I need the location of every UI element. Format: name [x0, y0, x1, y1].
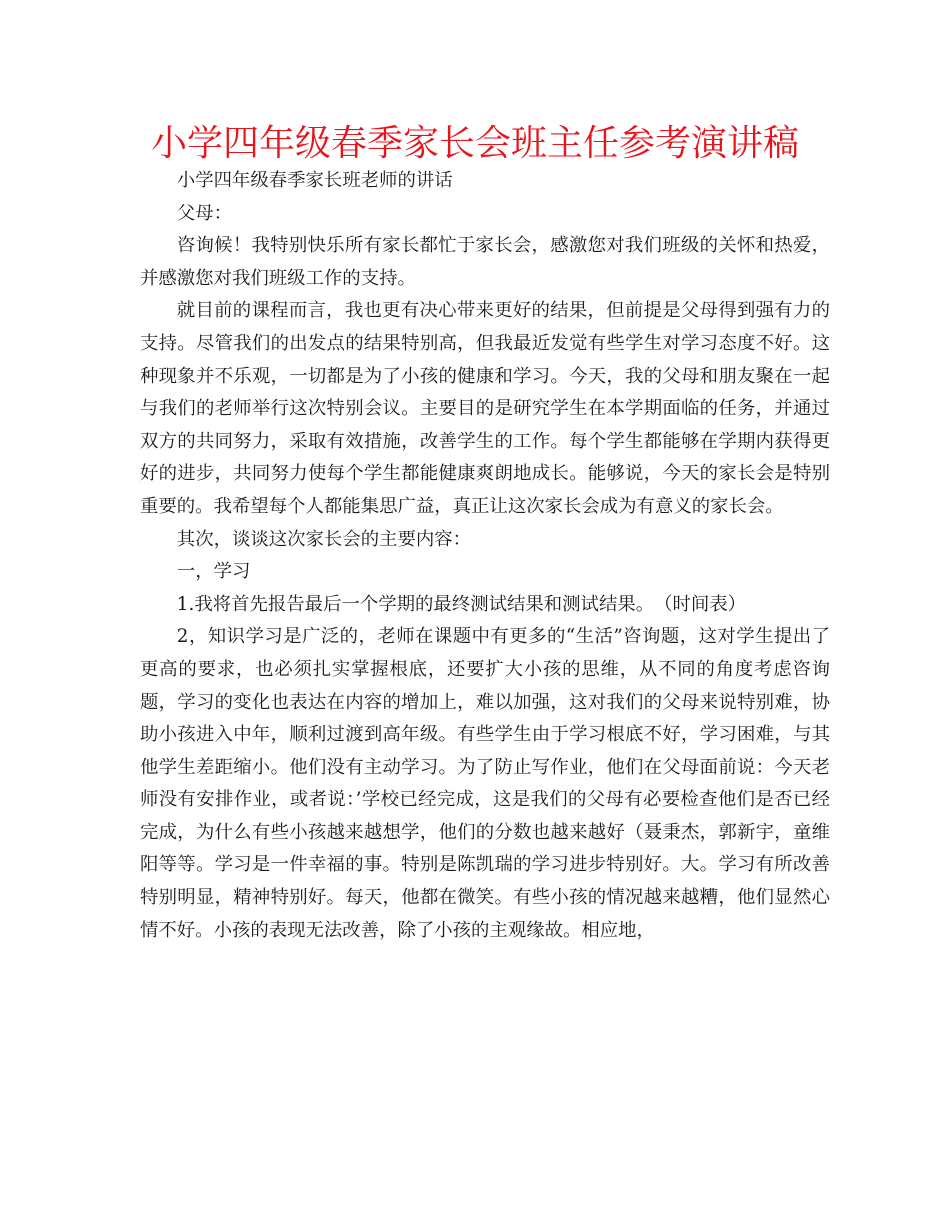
paragraph-salutation: 父母： — [176, 202, 232, 224]
paragraph-subtitle: 小学四年级春季家长班老师的讲话 — [176, 170, 453, 191]
paragraph-item-2: 2，知识学习是广泛的，老师在课题中有更多的“生活”咨询题，这对学生提出了更高的要求，也必须扎实掌握根底，还要扩大小孩的思维，从不同的角度考虑咨询题，学习的变化也表达在内容的增加上，难以加强，这对我们的父母来说特别难，协助小孩进入中年，顺利过渡到高年级。有些学生由于学习根底不好，学习困难，与其他学生差距缩小。他们没有主动学习。为了防止写作业，他们在父母面前说：今天老师没有安排作业，或者说：’学校已经完成，这是我们的父母有必要检查他们是否已经完成，为什么有些小孩越来越想学，他们的分数也越来越好（聂秉杰，郭新宇，童维阳等等。学习是一件幸福的事。特别是陈凯瑞的学习进步特别好。大。学习有所改善特别明显，精神特别好。每天，他都在微笑。有些小孩的情况越来越糟，他们显然心情不好。小孩的表现无法改善，除了小孩的主观缘故。相应地， — [140, 626, 830, 941]
paragraph-greeting: 咨询候！我特别快乐所有家长都忙于家长会，感激您对我们班级的关怀和热爱，并感激您对我们班级工作的支持。 — [140, 235, 830, 289]
paragraph-main-content-intro: 其次，谈谈这次家长会的主要内容： — [176, 528, 472, 550]
section-heading-study: 一，学习 — [176, 561, 251, 583]
paragraph-purpose: 就目前的课程而言，我也更有决心带来更好的结果，但前提是父母得到强有力的支持。尽管我们的出发点的结果特别高，但我最近发觉有些学生对学习态度不好。这种现象并不乐观，一切都是为了小孩的健康和学习。今天，我的父母和朋友聚在一起与我们的老师举行这次特别会议。主要目的是研究学生在本学期面临的任务，并通过双方的共同努力，采取有效措施，改善学生的工作。每个学生都能够在学期内获得更好的进步，共同努力使每个学生都能健康爽朗地成长。能够说，今天的家长会是特别重要的。我希望每个人都能集思广益，真正让这次家长会成为有意义的家长会。 — [140, 300, 830, 517]
document-title: 小学四年级春季家长会班主任参考演讲稿 — [150, 123, 799, 164]
document-body — [140, 165, 830, 947]
paragraph-item-1: 1.我将首先报告最后一个学期的最终测试结果和测试结果。 （时间表） — [176, 593, 747, 615]
